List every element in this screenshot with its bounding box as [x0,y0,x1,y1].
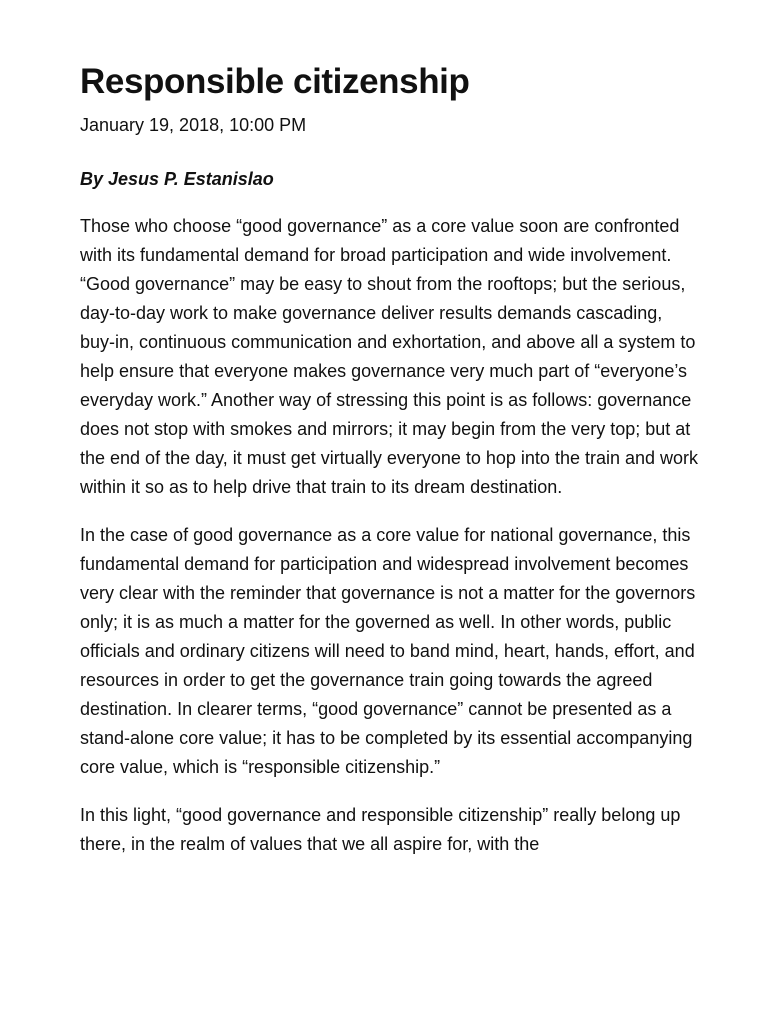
article-date: January 19, 2018, 10:00 PM [80,115,307,135]
article-paragraph-1: Those who choose “good governance” as a core value soon are confronted with its fundamental demand for broad participation and wide involvement. “Good governance” may be easy to shout from the rooftops; but the serious, day-to-day work to make governance deliver results demands cascading, buy-in, continuous communication and exhortation, and above all a system to help ensure that everyone makes governance very much part of “everyone’s everyday work.” Another way of stressing this point is as follows: governance does not stop with smokes and mirrors; it may begin from the very top; but at the end of the day, it must get virtually everyone to hop into the train and work within it so as to help drive that train to its dream destination. [80,216,699,497]
article-paragraph-2: In the case of good governance as a core value for national governance, this fundamental demand for participation and widespread involvement becomes very clear with the reminder that governance is not a matter for the governors only; it is as much a matter for the governed as well. In other words, public officials and ordinary citizens will need to band mind, heart, hands, effort, and resources in order to get the governance train going towards the agreed destination. In clearer terms, “good governance” cannot be presented as a stand-alone core value; it has to be completed by its essential accompanying core value, which is “responsible citizenship.” [80,525,696,777]
article-title: Responsible citizenship [80,62,470,101]
article [80,58,700,859]
article-byline: By Jesus P. Estanislao [80,169,274,189]
article-paragraph-3: In this light, “good governance and responsible citizenship” really belong up there, in the realm of values that we all aspire for, with the [80,805,681,854]
